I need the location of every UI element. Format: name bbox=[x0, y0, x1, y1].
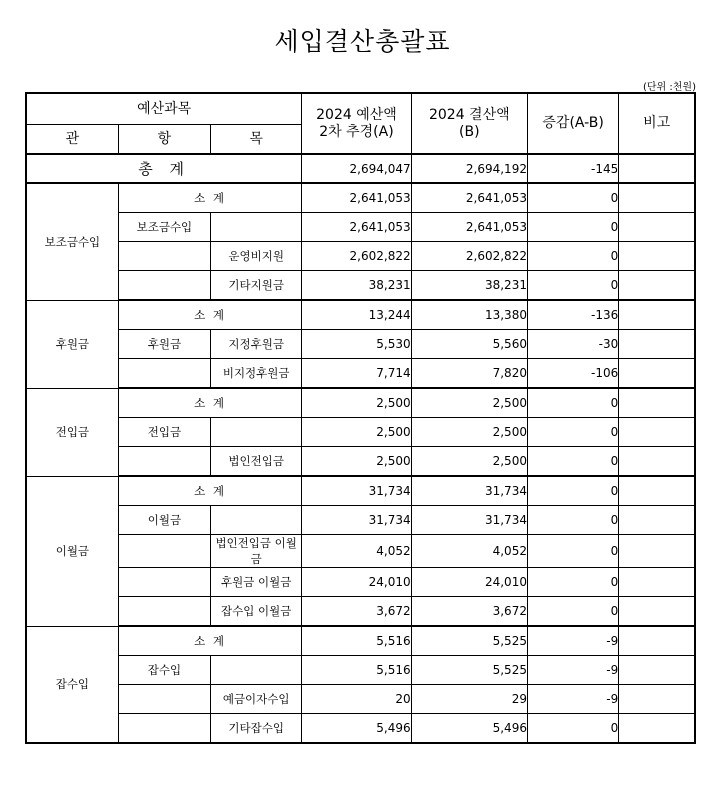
remark-cell bbox=[619, 685, 695, 714]
row-diff: 0 bbox=[527, 597, 618, 627]
header-budget-line2: 2차 추경(A) bbox=[319, 123, 394, 140]
subtotal-budget: 5,516 bbox=[302, 626, 411, 656]
remark-cell bbox=[619, 568, 695, 597]
row-settle: 2,500 bbox=[411, 418, 527, 447]
header-gwan: 관 bbox=[26, 125, 118, 155]
subtotal-budget: 2,500 bbox=[302, 388, 411, 418]
header-budget-amount bbox=[302, 93, 411, 154]
row-diff: 0 bbox=[527, 506, 618, 535]
mok-cell bbox=[211, 418, 302, 447]
row-diff: -106 bbox=[527, 359, 618, 389]
row-budget: 4,052 bbox=[302, 535, 411, 568]
gwan-cell: 후원금 bbox=[26, 300, 118, 388]
subtotal-budget: 2,641,053 bbox=[302, 183, 411, 213]
subtotal-settle: 2,641,053 bbox=[411, 183, 527, 213]
subtotal-settle: 13,380 bbox=[411, 300, 527, 330]
hang-cell bbox=[118, 447, 210, 477]
mok-cell: 기타잡수입 bbox=[211, 714, 302, 744]
row-diff: -9 bbox=[527, 685, 618, 714]
subtotal-row bbox=[26, 626, 695, 656]
remark-cell bbox=[619, 330, 695, 359]
mok-cell: 지정후원금 bbox=[211, 330, 302, 359]
hang-cell bbox=[118, 685, 210, 714]
hang-cell bbox=[118, 242, 210, 271]
header-mok: 목 bbox=[211, 125, 302, 155]
mok-cell: 운영비지원 bbox=[211, 242, 302, 271]
mok-cell: 후원금 이월금 bbox=[211, 568, 302, 597]
table-row bbox=[26, 271, 695, 301]
row-budget: 2,500 bbox=[302, 447, 411, 477]
subtotal-label: 소 계 bbox=[118, 388, 302, 418]
table-row bbox=[26, 685, 695, 714]
row-settle: 24,010 bbox=[411, 568, 527, 597]
header-difference: 증감(A-B) bbox=[527, 93, 618, 154]
subtotal-label: 소 계 bbox=[118, 300, 302, 330]
table-row bbox=[26, 535, 695, 568]
row-diff: 0 bbox=[527, 535, 618, 568]
table-row bbox=[26, 506, 695, 535]
row-settle: 7,820 bbox=[411, 359, 527, 389]
row-diff: 0 bbox=[527, 568, 618, 597]
page-title: 세입결산총괄표 bbox=[274, 27, 451, 56]
row-budget: 3,672 bbox=[302, 597, 411, 627]
row-settle: 38,231 bbox=[411, 271, 527, 301]
subtotal-diff: 0 bbox=[527, 388, 618, 418]
subtotal-settle: 5,525 bbox=[411, 626, 527, 656]
total-budget: 2,694,047 bbox=[302, 154, 411, 183]
row-settle: 29 bbox=[411, 685, 527, 714]
remark-cell bbox=[619, 447, 695, 477]
remark-cell bbox=[619, 656, 695, 685]
mok-cell bbox=[211, 506, 302, 535]
row-budget: 5,516 bbox=[302, 656, 411, 685]
row-diff: 0 bbox=[527, 242, 618, 271]
subtotal-label: 소 계 bbox=[118, 476, 302, 506]
remark-cell bbox=[619, 271, 695, 301]
gwan-cell: 전입금 bbox=[26, 388, 118, 476]
total-label: 총 계 bbox=[26, 154, 302, 183]
remark-cell bbox=[619, 535, 695, 568]
mok-cell: 잡수입 이월금 bbox=[211, 597, 302, 627]
remark-cell bbox=[619, 626, 695, 656]
remark-cell bbox=[619, 213, 695, 242]
unit-label: (단위 :천원) bbox=[643, 82, 696, 93]
remark-cell bbox=[619, 476, 695, 506]
mok-cell: 법인전입금 bbox=[211, 447, 302, 477]
subtotal-label: 소 계 bbox=[118, 626, 302, 656]
row-budget: 2,641,053 bbox=[302, 213, 411, 242]
remark-cell bbox=[619, 359, 695, 389]
hang-cell: 잡수입 bbox=[118, 656, 210, 685]
hang-cell bbox=[118, 714, 210, 744]
hang-cell: 이월금 bbox=[118, 506, 210, 535]
remark-cell bbox=[619, 597, 695, 627]
mok-cell: 법인전입금 이월금 bbox=[211, 535, 302, 568]
remark-cell bbox=[619, 242, 695, 271]
row-settle: 5,496 bbox=[411, 714, 527, 744]
table-row bbox=[26, 597, 695, 627]
row-diff: 0 bbox=[527, 271, 618, 301]
row-budget: 2,602,822 bbox=[302, 242, 411, 271]
table-row bbox=[26, 656, 695, 685]
subtotal-diff: -136 bbox=[527, 300, 618, 330]
row-diff: 0 bbox=[527, 714, 618, 744]
row-settle: 31,734 bbox=[411, 506, 527, 535]
table-row bbox=[26, 213, 695, 242]
revenue-settlement-table bbox=[25, 92, 696, 744]
subtotal-budget: 31,734 bbox=[302, 476, 411, 506]
hang-cell: 후원금 bbox=[118, 330, 210, 359]
gwan-cell: 보조금수입 bbox=[26, 183, 118, 300]
hang-cell bbox=[118, 568, 210, 597]
table-row bbox=[26, 447, 695, 477]
row-settle: 4,052 bbox=[411, 535, 527, 568]
row-budget: 2,500 bbox=[302, 418, 411, 447]
mok-cell: 기타지원금 bbox=[211, 271, 302, 301]
subtotal-settle: 31,734 bbox=[411, 476, 527, 506]
header-remark: 비고 bbox=[619, 93, 695, 154]
table-row bbox=[26, 714, 695, 744]
row-settle: 5,560 bbox=[411, 330, 527, 359]
row-settle: 2,500 bbox=[411, 447, 527, 477]
remark-cell bbox=[619, 300, 695, 330]
table-row bbox=[26, 359, 695, 389]
subtotal-budget: 13,244 bbox=[302, 300, 411, 330]
remark-cell bbox=[619, 418, 695, 447]
header-settlement-line1: 2024 결산액 bbox=[428, 106, 510, 123]
header-hang: 항 bbox=[118, 125, 210, 155]
row-diff: -9 bbox=[527, 656, 618, 685]
header-budget-line1: 2024 예산액 bbox=[316, 106, 397, 123]
hang-cell bbox=[118, 597, 210, 627]
gwan-cell: 잡수입 bbox=[26, 626, 118, 743]
row-settle: 3,672 bbox=[411, 597, 527, 627]
header-budget-subject: 예산과목 bbox=[26, 93, 302, 125]
row-budget: 24,010 bbox=[302, 568, 411, 597]
row-diff: 0 bbox=[527, 447, 618, 477]
row-budget: 7,714 bbox=[302, 359, 411, 389]
subtotal-diff: 0 bbox=[527, 476, 618, 506]
remark-cell bbox=[619, 506, 695, 535]
subtotal-diff: 0 bbox=[527, 183, 618, 213]
row-budget: 5,496 bbox=[302, 714, 411, 744]
subtotal-label: 소 계 bbox=[118, 183, 302, 213]
subtotal-settle: 2,500 bbox=[411, 388, 527, 418]
subtotal-diff: -9 bbox=[527, 626, 618, 656]
row-diff: 0 bbox=[527, 418, 618, 447]
table-row bbox=[26, 330, 695, 359]
mok-cell bbox=[211, 213, 302, 242]
total-remark bbox=[619, 154, 695, 183]
subtotal-row bbox=[26, 300, 695, 330]
mok-cell: 예금이자수입 bbox=[211, 685, 302, 714]
row-settle: 2,602,822 bbox=[411, 242, 527, 271]
total-settlement: 2,694,192 bbox=[411, 154, 527, 183]
mok-cell: 비지정후원금 bbox=[211, 359, 302, 389]
gwan-cell: 이월금 bbox=[26, 476, 118, 626]
row-diff: 0 bbox=[527, 213, 618, 242]
hang-cell: 전입금 bbox=[118, 418, 210, 447]
subtotal-row bbox=[26, 183, 695, 213]
hang-cell: 보조금수입 bbox=[118, 213, 210, 242]
row-budget: 20 bbox=[302, 685, 411, 714]
row-settle: 2,641,053 bbox=[411, 213, 527, 242]
row-settle: 5,525 bbox=[411, 656, 527, 685]
header-settlement-line2: (B) bbox=[459, 123, 480, 140]
subtotal-row bbox=[26, 476, 695, 506]
row-budget: 31,734 bbox=[302, 506, 411, 535]
total-row bbox=[26, 154, 695, 183]
header-settlement-amount bbox=[411, 93, 527, 154]
row-budget: 5,530 bbox=[302, 330, 411, 359]
mok-cell bbox=[211, 656, 302, 685]
hang-cell bbox=[118, 535, 210, 568]
remark-cell bbox=[619, 388, 695, 418]
remark-cell bbox=[619, 183, 695, 213]
row-budget: 38,231 bbox=[302, 271, 411, 301]
table-row bbox=[26, 568, 695, 597]
remark-cell bbox=[619, 714, 695, 744]
hang-cell bbox=[118, 359, 210, 389]
total-difference: -145 bbox=[527, 154, 618, 183]
hang-cell bbox=[118, 271, 210, 301]
table-row bbox=[26, 418, 695, 447]
row-diff: -30 bbox=[527, 330, 618, 359]
subtotal-row bbox=[26, 388, 695, 418]
table-row bbox=[26, 242, 695, 271]
